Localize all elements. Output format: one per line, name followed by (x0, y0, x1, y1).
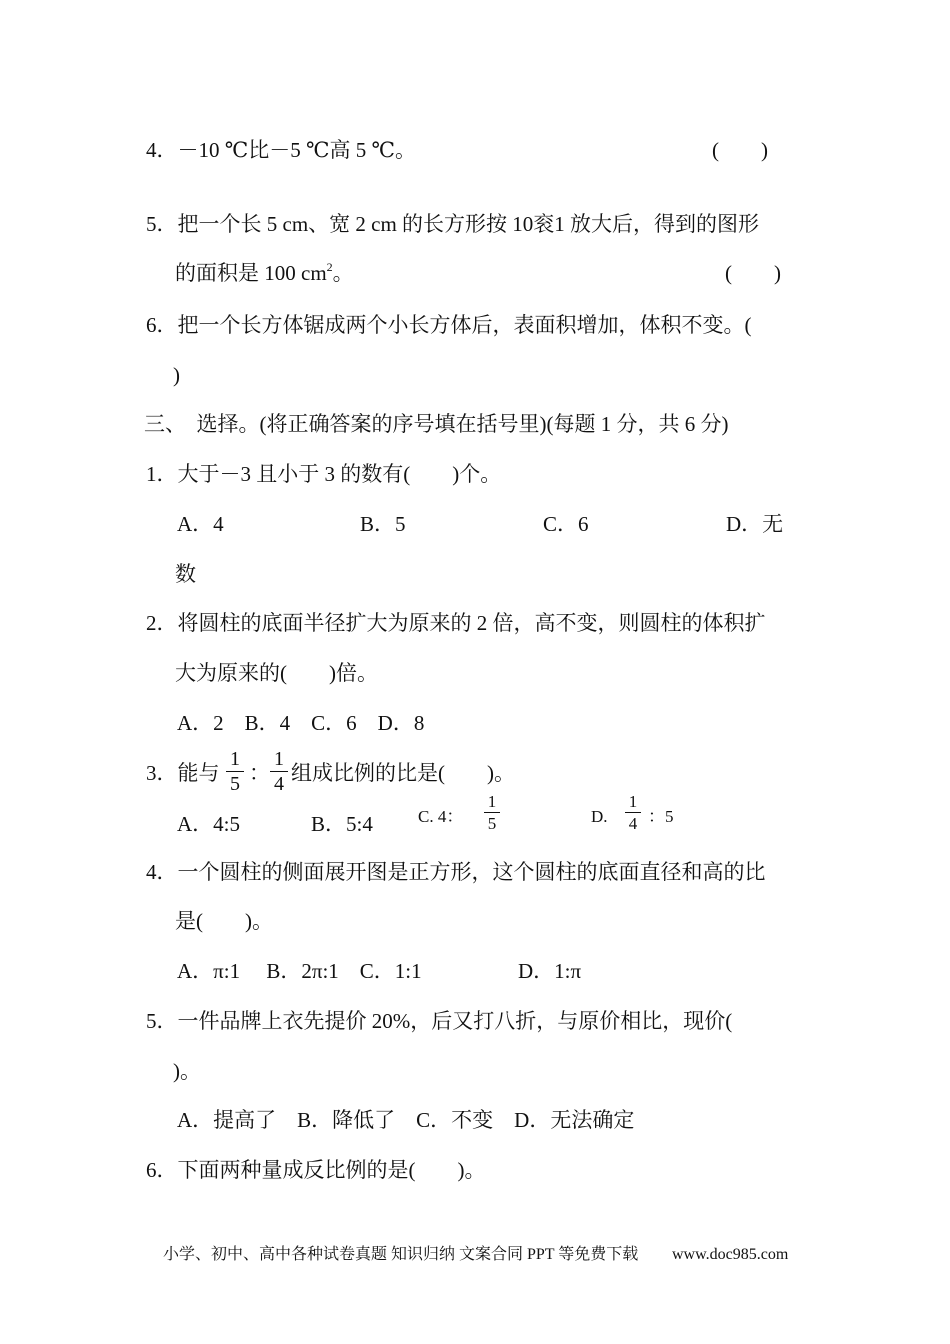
choice-q3-fraction-2 (270, 748, 288, 795)
judge-q4-answer-paren: ( ) (712, 138, 768, 162)
fraction-denominator: 5 (230, 773, 240, 795)
choice-q3-option-d-fraction (625, 792, 641, 833)
choice-q4-line1: 4．一个圆柱的侧面展开图是正方形，这个圆柱的底面直径和高的比 (146, 860, 766, 884)
section3-title: 三、 选择。(将正确答案的序号填在括号里)(每题 1 分，共 6 分) (144, 412, 729, 436)
choice-q3-option-c-prefix: C. 4： (418, 807, 464, 826)
fraction-numerator: 1 (628, 792, 638, 811)
judge-q5-answer-paren: ( ) (725, 261, 781, 285)
choice-q6-stem: 6．下面两种量成反比例的是( )。 (146, 1158, 486, 1182)
choice-q2-line1: 2．将圆柱的底面半径扩大为原来的 2 倍，高不变，则圆柱的体积扩 (146, 611, 766, 635)
fraction-bar (226, 771, 244, 772)
choice-q5-options: A．提高了 B．降低了 C．不变 D．无法确定 (177, 1108, 635, 1132)
choice-q1-option-b: B．5 (360, 512, 406, 536)
choice-q3-fraction-1 (226, 748, 244, 795)
choice-q3-option-b: B．5:4 (311, 812, 373, 836)
choice-q3-option-d-suffix: ：5 (648, 807, 674, 826)
choice-q4-line2: 是( )。 (175, 909, 273, 933)
judge-q5-superscript: 2 (326, 260, 333, 274)
fraction-bar (625, 812, 641, 813)
judge-q5-line2 (175, 259, 354, 287)
choice-q3-option-d-prefix: D. (591, 807, 608, 826)
choice-q3-stem-suffix: 组成比例的比是( )。 (291, 761, 515, 785)
choice-q1-option-c: C．6 (543, 512, 589, 536)
choice-q1-option-d: D．无 (726, 512, 784, 536)
fraction-denominator: 5 (487, 814, 497, 833)
choice-q4-option-d: D．1:π (518, 959, 582, 983)
choice-q2-options: A．2 B．4 C．6 D．8 (177, 711, 425, 735)
choice-q4-options-abc: A．π:1 B．2π:1 C．1:1 (177, 959, 422, 983)
footer-text: 小学、初中、高中各种试卷真题 知识归纳 文案合同 PPT 等免费下载 (163, 1246, 639, 1263)
fraction-numerator: 1 (230, 748, 240, 770)
fraction-numerator: 1 (487, 792, 497, 811)
fraction-bar (270, 771, 288, 772)
choice-q1-option-a: A．4 (177, 512, 224, 536)
choice-q3-colon: ： (249, 761, 270, 785)
choice-q3-stem-prefix: 3．能与 (146, 761, 220, 785)
judge-q5-line2-text: 的面积是 100 cm (175, 261, 327, 285)
judge-q5-line1: 5．把一个长 5 cm、宽 2 cm 的长方形按 10衮1 放大后，得到的图形 (146, 212, 760, 236)
choice-q3-option-a: A．4:5 (177, 812, 240, 836)
fraction-bar (484, 812, 500, 813)
choice-q5-line1: 5．一件品牌上衣先提价 20%，后又打八折，与原价相比，现价( (146, 1009, 733, 1033)
fraction-denominator: 4 (274, 773, 284, 795)
judge-q6-line1: 6．把一个长方体锯成两个小长方体后，表面积增加，体积不变。( (146, 313, 752, 337)
fraction-numerator: 1 (274, 748, 284, 770)
judge-q5-line2-end: 。 (332, 261, 354, 285)
judge-q4-text: 4．－10 ℃比－5 ℃高 5 ℃。 (146, 138, 416, 162)
footer-url: www.doc985.com (672, 1246, 789, 1263)
choice-q3-option-c-fraction (484, 792, 500, 833)
choice-q5-line2: )。 (173, 1059, 201, 1083)
choice-q1-option-d-cont: 数 (175, 562, 196, 586)
fraction-denominator: 4 (628, 814, 638, 833)
judge-q6-line2: ) (173, 363, 180, 387)
choice-q1-stem: 1．大于－3 且小于 3 的数有( )个。 (146, 462, 502, 486)
choice-q2-line2: 大为原来的( )倍。 (175, 661, 378, 685)
